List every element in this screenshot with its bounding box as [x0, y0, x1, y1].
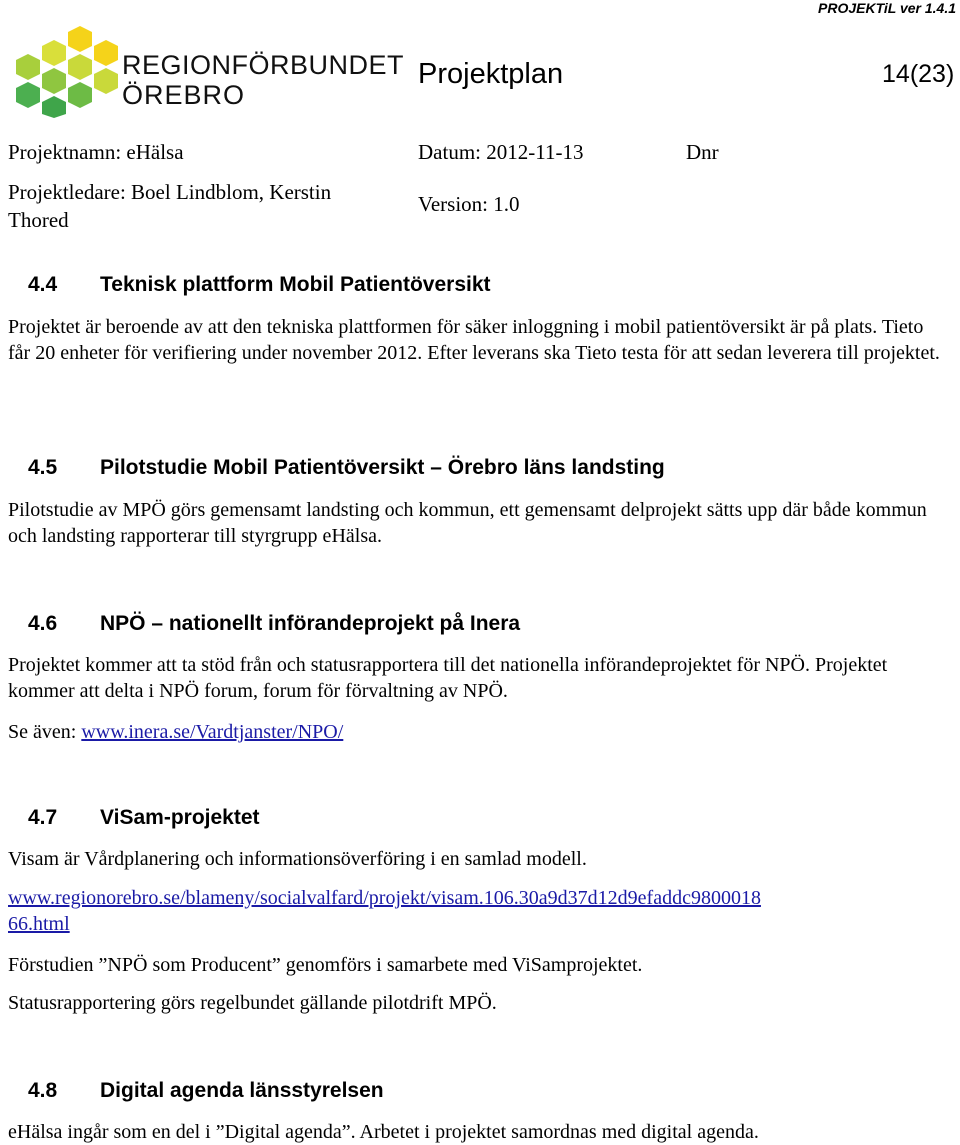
- section-4-4-paragraph: Projektet är beroende av att den tekniska plattformen för säker inloggning i mobil patientöversikt är på plats. Tieto får 20 enheter för verifiering under november 2012. Efter leverans ska Tieto testa för att sedan leverera till projektet.: [8, 316, 940, 364]
- project-dnr: Dnr: [686, 140, 719, 164]
- project-date: Datum: 2012-11-13: [418, 140, 584, 164]
- see-also-label: Se även:: [8, 721, 82, 743]
- section-number: 4.7: [28, 806, 58, 829]
- section-4-7-paragraph-3: Statusrapportering görs regelbundet gällande pilotdrift MPÖ.: [8, 992, 497, 1014]
- visam-link-block: [8, 885, 943, 937]
- logo-hex-6: [16, 54, 40, 80]
- project-version: Version: 1.0: [418, 192, 520, 216]
- section-number: 4.4: [28, 273, 58, 296]
- see-also-line: [8, 719, 943, 745]
- section-4-5-paragraph: Pilotstudie av MPÖ görs gemensamt landsting och kommun, ett gemensamt delprojekt sätts upp där både kommun och landsting rapporterar till styrgrupp eHälsa.: [8, 499, 927, 547]
- visam-link-continued[interactable]: 66.html: [8, 913, 70, 935]
- section-4-7-paragraph-2: Förstudien ”NPÖ som Producent” genomförs i samarbete med ViSamprojektet.: [8, 954, 643, 976]
- section-title: ViSam-projektet: [100, 806, 260, 829]
- org-name-line2: ÖREBRO: [122, 80, 246, 110]
- section-title: Digital agenda länsstyrelsen: [100, 1079, 384, 1102]
- logo-hex-2: [94, 40, 118, 66]
- version-tag: PROJEKTiL ver 1.4.1: [818, 0, 956, 16]
- logo-hexagons: [16, 26, 118, 118]
- section-number: 4.6: [28, 612, 58, 635]
- logo-hex-1: [68, 26, 92, 52]
- logo-hex-8: [68, 82, 92, 108]
- logo-hex-3: [42, 40, 66, 66]
- inera-npo-link[interactable]: www.inera.se/Vardtjanster/NPO/: [81, 721, 344, 743]
- section-title: Teknisk plattform Mobil Patientöversikt: [100, 273, 491, 296]
- project-name: Projektnamn: eHälsa: [8, 140, 184, 164]
- section-4-6-paragraph: Projektet kommer att ta stöd från och statusrapportera till det nationella införandeprojektet för NPÖ. Projektet kommer att delta i NPÖ forum, forum för förvaltning av NPÖ.: [8, 654, 888, 702]
- project-leader: Projektledare: Boel Lindblom, Kerstin Thored: [8, 180, 332, 232]
- logo-hex-7: [42, 68, 66, 94]
- section-4-7-paragraph: Visam är Vårdplanering och informationsöverföring i en samlad modell.: [8, 848, 587, 870]
- page-current: 14: [882, 60, 910, 88]
- section-title: Pilotstudie Mobil Patientöversikt – Örebro läns landsting: [100, 456, 665, 479]
- org-name-line1: REGIONFÖRBUNDET: [122, 50, 405, 80]
- section-number: 4.8: [28, 1079, 58, 1102]
- document-title: Projektplan: [418, 58, 564, 90]
- logo-hex-4: [68, 54, 92, 80]
- logo-hex-9: [16, 82, 40, 108]
- page-number: [882, 60, 954, 89]
- section-4-8-paragraph: eHälsa ingår som en del i ”Digital agenda”. Arbetet i projektet samordnas med digital agenda.: [8, 1121, 759, 1143]
- regionforbundet-logo: [8, 26, 118, 118]
- section-title: NPÖ – nationellt införandeprojekt på Inera: [100, 612, 521, 635]
- logo-hex-5: [94, 68, 118, 94]
- visam-link[interactable]: www.regionorebro.se/blameny/socialvalfard/projekt/visam.106.30a9d37d12d9efaddc9800018: [8, 887, 761, 909]
- page-total: (23): [909, 60, 955, 88]
- logo-hex-10: [42, 96, 66, 118]
- section-number: 4.5: [28, 456, 58, 479]
